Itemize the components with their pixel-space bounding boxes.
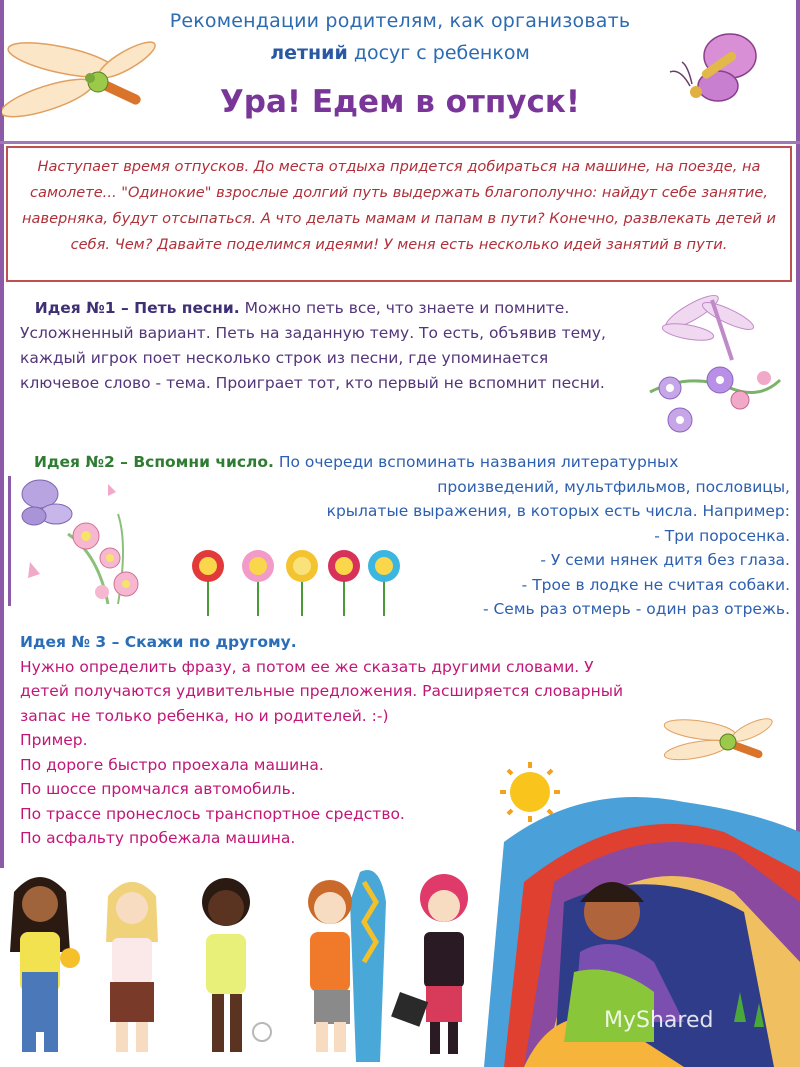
idea3-line: запас не только ребенка, но и родителей. :-): [20, 706, 389, 725]
idea3-heading: Идея № 3 – Скажи по другому.: [20, 633, 297, 651]
idea3-line: По дороге быстро проехала машина.: [20, 755, 324, 774]
dragonfly-flowers-illustration: [640, 292, 790, 440]
idea2-intro-part3: крылатые выражения, в которых есть числа. Например:: [326, 502, 790, 520]
page-title: Ура! Едем в отпуск!: [219, 84, 581, 120]
idea2-intro-part2: произведений, мультфильмов, пословицы,: [437, 477, 790, 496]
header: [0, 0, 800, 142]
idea2-example: - Семь раз отмерь - один раз отрежь.: [482, 600, 790, 618]
idea1-paragraph: [20, 296, 620, 396]
children-illustration: [0, 862, 500, 1067]
idea2-first-line: [30, 450, 790, 475]
intro-text: Наступает время отпусков. До места отдыха придется добираться на машине, на поезде, на самолете... "Одинокие" взрослые долгий путь выдержать благополучно: найдут себе занятие, наверняка, будут отсыпаться. А что делать мамам и папам в пути? Конечно, развлекать детей и себя. Чем? Давайте поделимся идеями! У меня есть несколько идей занятий в пути.: [21, 158, 776, 253]
idea1-text: Можно петь все, что знаете и помните. Усложненный вариант. Петь на заданную тему. То есть, объявив тему, каждый игрок поет несколько строк из песни, где упоминается ключевое слово - тема. Проиграет тот, кто первый не вспомнит песни.: [20, 299, 606, 392]
idea3-line: детей получаются удивительные предложения. Расширяется словарный: [20, 682, 624, 700]
subtitle-bold-word: летний: [270, 42, 348, 64]
idea3-line: По шоссе промчался автомобиль.: [20, 780, 296, 798]
idea3-line: По асфальту пробежала машина.: [20, 829, 296, 847]
subtitle-line1: Рекомендации родителям, как организовать: [169, 10, 631, 32]
smiling-flowers-illustration: [186, 546, 406, 618]
intro-box: [6, 146, 792, 282]
idea2-heading: Идея №2 – Вспомни число.: [34, 453, 274, 471]
dragonfly-illustration-left: [2, 38, 162, 128]
watermark-text: MyShared: [604, 1008, 714, 1033]
idea2-example: - У семи нянек дитя без глаза.: [540, 551, 790, 569]
idea2-example: - Трое в лодке не считая собаки.: [521, 575, 790, 594]
idea2-example: - Три поросенка.: [654, 526, 790, 545]
idea2-intro-part1: По очереди вспоминать названия литературных: [273, 453, 679, 471]
butterflies-flowers-illustration: [8, 474, 158, 614]
header-divider: [0, 141, 800, 144]
tent-scene-illustration: [484, 762, 800, 1067]
idea3-line: По трассе пронеслось транспортное средство.: [20, 804, 405, 823]
butterfly-illustration-right: [660, 28, 770, 118]
idea1-heading: Идея №1 – Петь песни.: [34, 299, 240, 317]
idea3-line: Пример.: [20, 731, 88, 749]
idea3-line: Нужно определить фразу, а потом ее же сказать другими словами. У: [20, 657, 594, 676]
subtitle-rest: досуг с ребенком: [347, 42, 530, 64]
